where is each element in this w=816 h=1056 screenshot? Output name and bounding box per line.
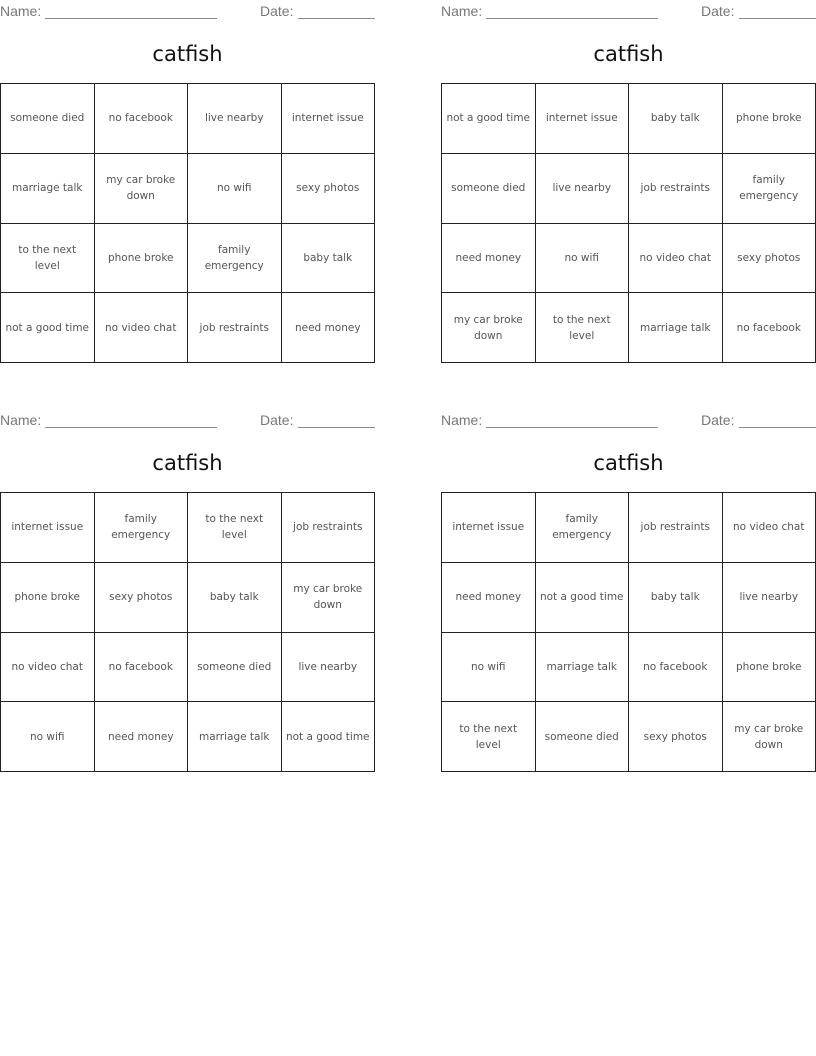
bingo-cell: phone broke [723, 84, 816, 154]
bingo-cell: sexy photos [282, 154, 376, 224]
bingo-cell: to the next level [536, 293, 630, 363]
date-blank-line [739, 427, 816, 428]
bingo-cell: no wifi [188, 154, 282, 224]
bingo-card [0, 0, 375, 365]
bingo-cell: sexy photos [629, 702, 723, 772]
bingo-grid [441, 492, 816, 772]
bingo-cell: phone broke [723, 633, 816, 703]
card-title: catfish [593, 451, 664, 475]
bingo-cell: not a good time [282, 702, 376, 772]
bingo-cell: sexy photos [723, 224, 816, 294]
card-title: catfish [593, 42, 664, 66]
bingo-card [0, 409, 375, 774]
bingo-grid [0, 83, 375, 363]
bingo-cell: no wifi [536, 224, 630, 294]
bingo-card [441, 0, 816, 365]
date-blank-line [298, 427, 375, 428]
bingo-cell: to the next level [442, 702, 536, 772]
name-blank-line [486, 18, 658, 19]
bingo-cell: to the next level [1, 224, 95, 294]
bingo-cell: job restraints [188, 293, 282, 363]
bingo-cell: job restraints [282, 493, 376, 563]
bingo-cell: baby talk [629, 84, 723, 154]
name-label: Name: [441, 412, 483, 428]
bingo-cell: no facebook [629, 633, 723, 703]
bingo-cell: job restraints [629, 493, 723, 563]
bingo-cell: my car broke down [723, 702, 816, 772]
date-blank-line [739, 18, 816, 19]
bingo-grid [0, 492, 375, 772]
bingo-cell: internet issue [442, 493, 536, 563]
bingo-cell: no video chat [1, 633, 95, 703]
bingo-cell: no video chat [95, 293, 189, 363]
bingo-cell: family emergency [95, 493, 189, 563]
card-title: catfish [152, 451, 223, 475]
bingo-cell: need money [442, 563, 536, 633]
name-blank-line [486, 427, 658, 428]
bingo-cell: not a good time [536, 563, 630, 633]
card-header [441, 1, 816, 21]
bingo-grid [441, 83, 816, 363]
bingo-cell: sexy photos [95, 563, 189, 633]
bingo-cell: my car broke down [95, 154, 189, 224]
bingo-cell: no facebook [95, 633, 189, 703]
bingo-cell: my car broke down [442, 293, 536, 363]
name-blank-line [45, 18, 217, 19]
bingo-cell: someone died [188, 633, 282, 703]
bingo-cell: someone died [536, 702, 630, 772]
date-label: Date: [701, 3, 735, 19]
bingo-cell: live nearby [723, 563, 816, 633]
bingo-cell: marriage talk [1, 154, 95, 224]
bingo-cell: job restraints [629, 154, 723, 224]
bingo-cell: no facebook [95, 84, 189, 154]
bingo-cell: baby talk [188, 563, 282, 633]
bingo-cell: marriage talk [629, 293, 723, 363]
bingo-cell: baby talk [282, 224, 376, 294]
bingo-cell: no wifi [1, 702, 95, 772]
bingo-cell: internet issue [536, 84, 630, 154]
card-header [441, 410, 816, 430]
date-blank-line [298, 18, 375, 19]
bingo-cell: live nearby [536, 154, 630, 224]
bingo-cell: someone died [1, 84, 95, 154]
bingo-card [441, 409, 816, 774]
date-label: Date: [260, 3, 294, 19]
bingo-cell: need money [442, 224, 536, 294]
date-label: Date: [701, 412, 735, 428]
bingo-cell: not a good time [442, 84, 536, 154]
bingo-cell: marriage talk [536, 633, 630, 703]
card-header [0, 410, 375, 430]
bingo-cell: not a good time [1, 293, 95, 363]
bingo-cell: need money [282, 293, 376, 363]
bingo-cell: no wifi [442, 633, 536, 703]
bingo-cell: baby talk [629, 563, 723, 633]
bingo-cell: to the next level [188, 493, 282, 563]
bingo-cell: live nearby [282, 633, 376, 703]
bingo-cell: family emergency [536, 493, 630, 563]
bingo-cell: my car broke down [282, 563, 376, 633]
bingo-cell: family emergency [723, 154, 816, 224]
bingo-cell: no video chat [723, 493, 816, 563]
bingo-cell: someone died [442, 154, 536, 224]
name-label: Name: [441, 3, 483, 19]
name-label: Name: [0, 412, 42, 428]
bingo-cell: need money [95, 702, 189, 772]
bingo-cell: phone broke [1, 563, 95, 633]
bingo-cell: internet issue [282, 84, 376, 154]
card-header [0, 1, 375, 21]
card-title: catfish [152, 42, 223, 66]
bingo-cell: internet issue [1, 493, 95, 563]
bingo-cell: no facebook [723, 293, 816, 363]
bingo-cell: live nearby [188, 84, 282, 154]
bingo-cell: no video chat [629, 224, 723, 294]
name-blank-line [45, 427, 217, 428]
name-label: Name: [0, 3, 42, 19]
bingo-cell: marriage talk [188, 702, 282, 772]
bingo-cell: family emergency [188, 224, 282, 294]
bingo-cell: phone broke [95, 224, 189, 294]
date-label: Date: [260, 412, 294, 428]
